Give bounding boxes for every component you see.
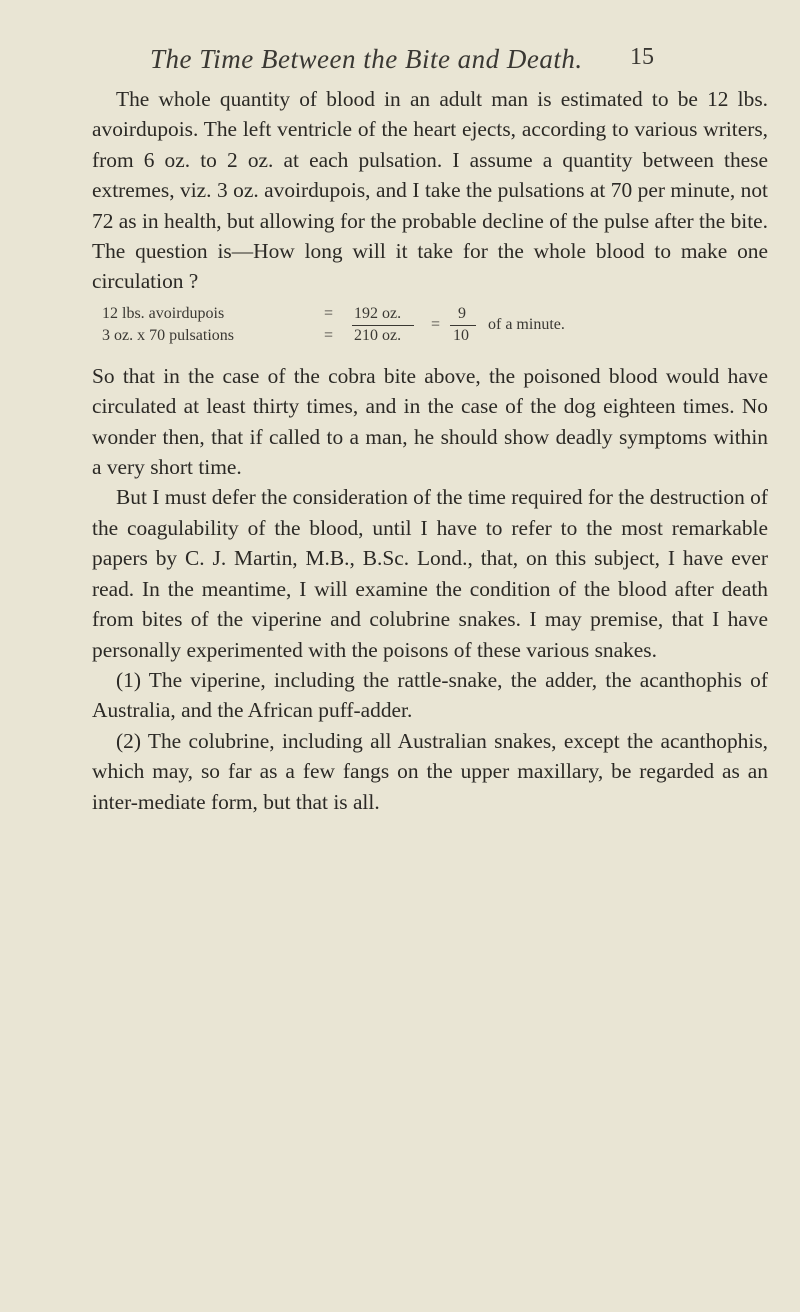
equation-equals-1: = — [324, 304, 334, 322]
equation-row2-label: 3 oz. x 70 pulsations — [102, 326, 234, 344]
paragraph-blood-quantity: The whole quantity of blood in an adult man is estimated to be 12 lbs. avoirdupois. The left ventricle of the heart ejects, according to various writers, from 6 oz. to 2 oz. at each pulsation. I assume a quantity between these extremes, viz. 3 oz. avoirdupois, and I take the pulsations at 70 per minute, not 72 as in health, but allowing for the probable decline of the pulse after the bite. The question is—How long will it take for the whole blood to make one circulation ? — [92, 87, 768, 294]
running-title: The Time Between the Bite and Death. — [150, 44, 583, 74]
equation-equals-3: = — [431, 315, 441, 333]
page-number: 15 — [630, 44, 654, 70]
paragraph-cobra-bite: So that in the case of the cobra bite above, the poisoned blood would have circulated at least thirty times, and in the case of the dog eighteen times. No wonder then, that if called to a man, he should show deadly symptoms within a very short time. — [92, 363, 768, 480]
equation-equals-2: = — [324, 326, 334, 344]
fraction-2-numerator: 9 — [458, 304, 466, 322]
fraction-1-bar — [352, 325, 414, 326]
fraction-2-bar — [450, 325, 476, 326]
equation-row1-label: 12 lbs. avoirdupois — [102, 304, 225, 322]
equation-result-text: of a minute. — [488, 315, 565, 333]
circulation-equation — [92, 299, 768, 357]
paragraph-colubrine: (2) The colubrine, including all Australian snakes, except the acanthophis, which may, so far as a few fangs on the upper maxillary, be regarded as an inter-mediate form, but that is all. — [92, 728, 768, 814]
fraction-1-denominator: 210 oz. — [354, 326, 402, 344]
body-text — [92, 84, 768, 817]
fraction-2-denominator: 10 — [453, 326, 469, 344]
running-head — [98, 44, 788, 84]
paragraph-coagulability: But I must defer the consideration of the time required for the destruction of the coagulability of the blood, until I have to refer to the most remarkable papers by C. J. Martin, M.B., B.Sc. Lond., that, on this subject, I have ever read. In the meantime, I will examine the condition of the blood after death from bites of the viperine and colubrine snakes. I may premise, that I have personally experimented with the poisons of these various snakes. — [92, 485, 768, 662]
fraction-1-numerator: 192 oz. — [354, 304, 402, 322]
paragraph-viperine: (1) The viperine, including the rattle-snake, the adder, the acanthophis of Australia, and the African puff-adder. — [92, 667, 768, 723]
